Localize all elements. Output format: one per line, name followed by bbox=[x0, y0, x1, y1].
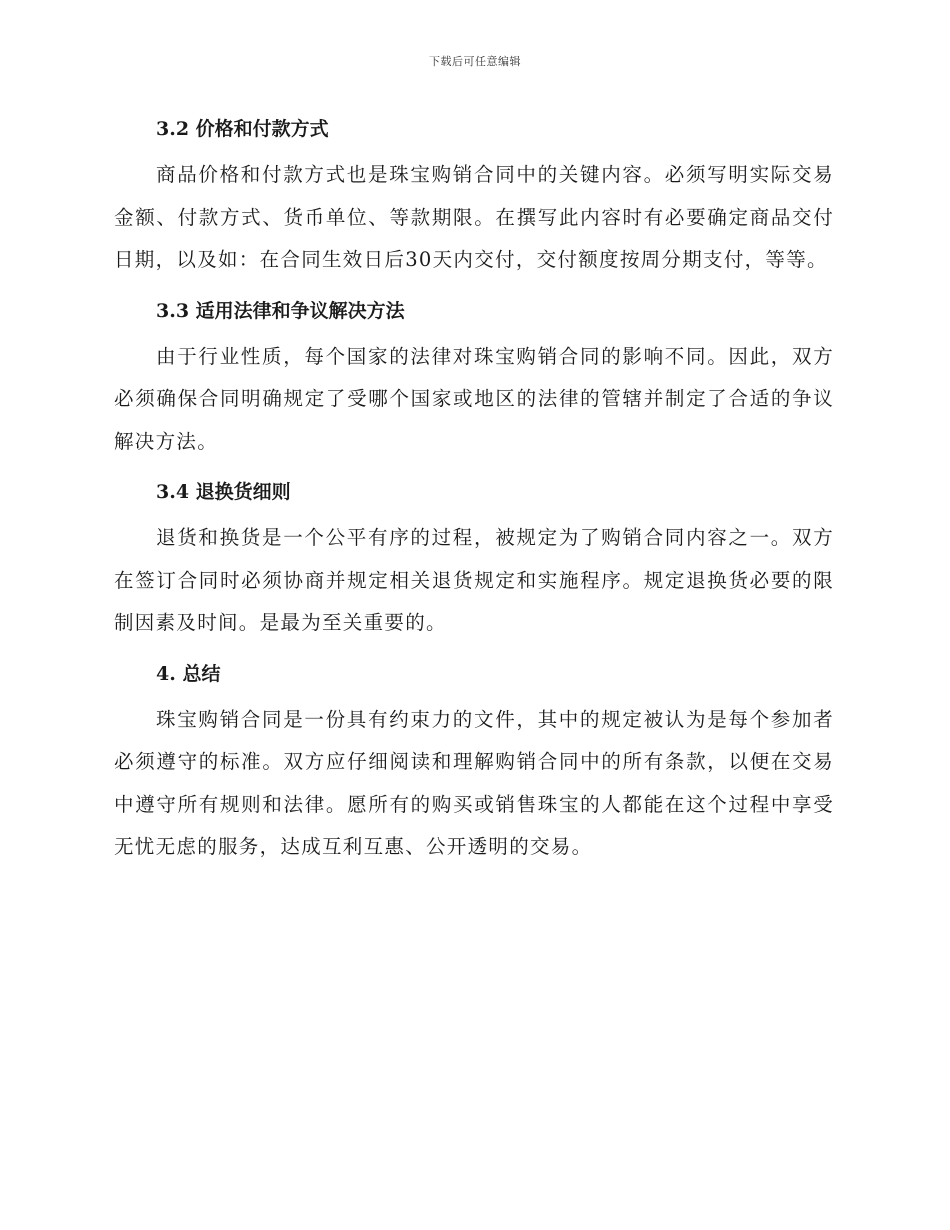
section-paragraph: 珠宝购销合同是一份具有约束力的文件，其中的规定被认为是每个参加者必须遵守的标准。双方应仔细阅读和理解购销合同中的所有条款，以便在交易中遵守所有规则和法律。愿所有的购买或销售珠宝的人都能在这个过程中享受无忧无虑的服务，达成互利互惠、公开透明的交易。 bbox=[114, 707, 834, 858]
page-header: 下载后可任意编辑 bbox=[429, 55, 521, 68]
section-law-dispute bbox=[114, 294, 834, 464]
section-heading: 3.4 退换货细则 bbox=[156, 481, 291, 503]
section-heading: 4. 总结 bbox=[156, 662, 221, 685]
section-heading: 3.2 价格和付款方式 bbox=[156, 118, 329, 140]
section-paragraph: 商品价格和付款方式也是珠宝购销合同中的关键内容。必须写明实际交易金额、付款方式、货币单位、等款期限。在撰写此内容时有必要确定商品交付日期，以及如：在合同生效日后30天内交付，交付额度按周分期支付，等等。 bbox=[114, 163, 834, 271]
section-price-payment bbox=[114, 112, 834, 282]
section-returns bbox=[114, 475, 834, 645]
document-body bbox=[114, 112, 834, 881]
section-heading: 3.3 适用法律和争议解决方法 bbox=[156, 299, 405, 322]
section-summary bbox=[114, 657, 834, 869]
section-paragraph: 由于行业性质，每个国家的法律对珠宝购销合同的影响不同。因此，双方必须确保合同明确规定了受哪个国家或地区的法律的管辖并制定了合适的争议解决方法。 bbox=[114, 344, 834, 453]
section-paragraph: 退货和换货是一个公平有序的过程，被规定为了购销合同内容之一。双方在签订合同时必须协商并规定相关退货规定和实施程序。规定退换货必要的限制因素及时间。是最为至关重要的。 bbox=[114, 526, 834, 634]
